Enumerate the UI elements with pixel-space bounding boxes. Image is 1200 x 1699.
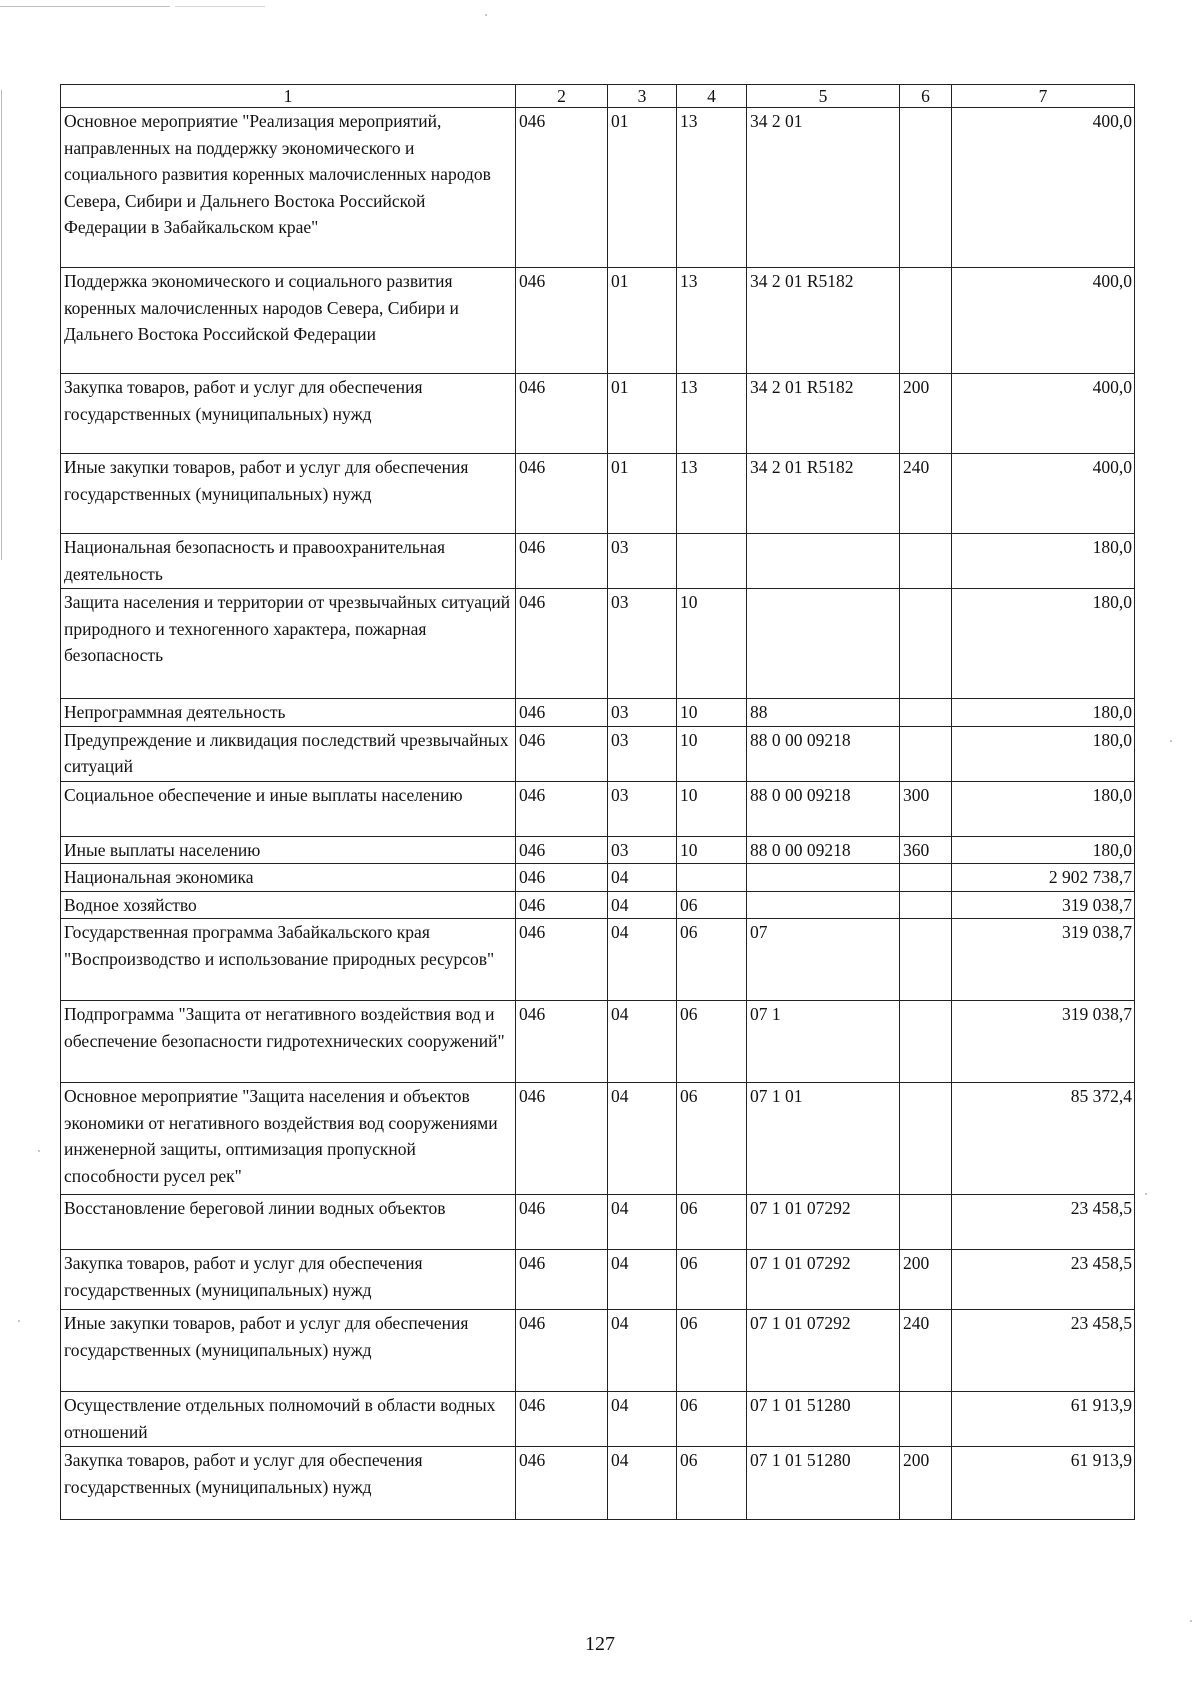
page-number: 127 bbox=[585, 1633, 615, 1655]
table-row bbox=[61, 108, 1135, 268]
expense-type-cell: 300 bbox=[900, 781, 952, 836]
table-row bbox=[61, 534, 1135, 589]
subsection-cell bbox=[677, 864, 747, 892]
section-cell: 03 bbox=[608, 589, 677, 699]
column-header: 2 bbox=[516, 85, 608, 108]
item-name-cell: Иные закупки товаров, работ и услуг для обеспечения государственных (муниципальных) нужд bbox=[61, 454, 516, 534]
subsection-cell: 06 bbox=[677, 1083, 747, 1195]
amount-cell: 61 913,9 bbox=[952, 1392, 1135, 1447]
item-name-cell: Национальная безопасность и правоохранительная деятельность bbox=[61, 534, 516, 589]
table-row bbox=[61, 1392, 1135, 1447]
table-row bbox=[61, 891, 1135, 919]
amount-cell: 319 038,7 bbox=[952, 1001, 1135, 1083]
expense-type-cell bbox=[900, 699, 952, 727]
scan-artifact-dot bbox=[18, 1320, 20, 1322]
target-article-cell: 88 0 00 09218 bbox=[747, 781, 900, 836]
table-row bbox=[61, 1310, 1135, 1392]
ministry-code-cell: 046 bbox=[516, 699, 608, 727]
ministry-code-cell: 046 bbox=[516, 1392, 608, 1447]
ministry-code-cell: 046 bbox=[516, 589, 608, 699]
section-cell: 01 bbox=[608, 108, 677, 268]
scan-artifact-dot bbox=[1170, 740, 1172, 742]
ministry-code-cell: 046 bbox=[516, 781, 608, 836]
column-header: 7 bbox=[952, 85, 1135, 108]
scan-artifact-line bbox=[175, 6, 265, 7]
ministry-code-cell: 046 bbox=[516, 919, 608, 1001]
section-cell: 04 bbox=[608, 1195, 677, 1250]
target-article-cell: 07 1 01 07292 bbox=[747, 1195, 900, 1250]
expense-type-cell bbox=[900, 108, 952, 268]
amount-cell: 319 038,7 bbox=[952, 919, 1135, 1001]
item-name-cell: Иные закупки товаров, работ и услуг для обеспечения государственных (муниципальных) нужд bbox=[61, 1310, 516, 1392]
item-name-cell: Непрограммная деятельность bbox=[61, 699, 516, 727]
section-cell: 01 bbox=[608, 268, 677, 374]
target-article-cell: 07 1 01 07292 bbox=[747, 1310, 900, 1392]
table-row bbox=[61, 919, 1135, 1001]
table-row bbox=[61, 1001, 1135, 1083]
section-cell: 04 bbox=[608, 1083, 677, 1195]
section-cell: 04 bbox=[608, 864, 677, 892]
section-cell: 04 bbox=[608, 891, 677, 919]
target-article-cell bbox=[747, 589, 900, 699]
column-header: 6 bbox=[900, 85, 952, 108]
amount-cell: 85 372,4 bbox=[952, 1083, 1135, 1195]
scan-artifact-line bbox=[0, 6, 170, 7]
amount-cell: 61 913,9 bbox=[952, 1447, 1135, 1520]
subsection-cell: 10 bbox=[677, 589, 747, 699]
scan-artifact-dot bbox=[1190, 1620, 1192, 1622]
section-cell: 04 bbox=[608, 1310, 677, 1392]
section-cell: 03 bbox=[608, 836, 677, 864]
expense-type-cell bbox=[900, 891, 952, 919]
table-header-row bbox=[61, 85, 1135, 108]
ministry-code-cell: 046 bbox=[516, 1001, 608, 1083]
ministry-code-cell: 046 bbox=[516, 836, 608, 864]
subsection-cell: 10 bbox=[677, 836, 747, 864]
amount-cell: 180,0 bbox=[952, 726, 1135, 781]
section-cell: 03 bbox=[608, 699, 677, 727]
target-article-cell bbox=[747, 534, 900, 589]
expense-type-cell bbox=[900, 1195, 952, 1250]
subsection-cell: 06 bbox=[677, 919, 747, 1001]
item-name-cell: Поддержка экономического и социального развития коренных малочисленных народов Севера, Сибири и Дальнего Востока Российской Федерации bbox=[61, 268, 516, 374]
target-article-cell bbox=[747, 864, 900, 892]
section-cell: 04 bbox=[608, 1447, 677, 1520]
subsection-cell bbox=[677, 534, 747, 589]
scan-artifact-dot bbox=[485, 14, 487, 16]
item-name-cell: Иные выплаты населению bbox=[61, 836, 516, 864]
item-name-cell: Закупка товаров, работ и услуг для обеспечения государственных (муниципальных) нужд bbox=[61, 1250, 516, 1310]
item-name-cell: Защита населения и территории от чрезвычайных ситуаций природного и техногенного характера, пожарная безопасность bbox=[61, 589, 516, 699]
target-article-cell: 88 0 00 09218 bbox=[747, 726, 900, 781]
amount-cell: 180,0 bbox=[952, 534, 1135, 589]
expense-type-cell: 240 bbox=[900, 454, 952, 534]
amount-cell: 400,0 bbox=[952, 374, 1135, 454]
expense-type-cell: 200 bbox=[900, 1250, 952, 1310]
section-cell: 04 bbox=[608, 919, 677, 1001]
table-row bbox=[61, 699, 1135, 727]
item-name-cell: Восстановление береговой линии водных объектов bbox=[61, 1195, 516, 1250]
table-row bbox=[61, 268, 1135, 374]
ministry-code-cell: 046 bbox=[516, 374, 608, 454]
subsection-cell: 06 bbox=[677, 1195, 747, 1250]
target-article-cell: 07 1 01 51280 bbox=[747, 1392, 900, 1447]
expense-type-cell bbox=[900, 1392, 952, 1447]
amount-cell: 180,0 bbox=[952, 836, 1135, 864]
table-row bbox=[61, 1083, 1135, 1195]
ministry-code-cell: 046 bbox=[516, 1195, 608, 1250]
expense-type-cell bbox=[900, 1001, 952, 1083]
subsection-cell: 06 bbox=[677, 1310, 747, 1392]
subsection-cell: 06 bbox=[677, 1447, 747, 1520]
table-row bbox=[61, 589, 1135, 699]
scan-artifact-dot bbox=[1145, 1193, 1147, 1195]
amount-cell: 180,0 bbox=[952, 589, 1135, 699]
subsection-cell: 13 bbox=[677, 108, 747, 268]
ministry-code-cell: 046 bbox=[516, 726, 608, 781]
ministry-code-cell: 046 bbox=[516, 108, 608, 268]
expense-type-cell: 200 bbox=[900, 374, 952, 454]
subsection-cell: 13 bbox=[677, 268, 747, 374]
table-row bbox=[61, 726, 1135, 781]
table-row bbox=[61, 374, 1135, 454]
target-article-cell: 88 bbox=[747, 699, 900, 727]
table-row bbox=[61, 836, 1135, 864]
target-article-cell: 07 1 bbox=[747, 1001, 900, 1083]
expense-type-cell bbox=[900, 589, 952, 699]
table-row bbox=[61, 454, 1135, 534]
ministry-code-cell: 046 bbox=[516, 1083, 608, 1195]
table-row bbox=[61, 1250, 1135, 1310]
expense-type-cell bbox=[900, 919, 952, 1001]
amount-cell: 400,0 bbox=[952, 268, 1135, 374]
expense-type-cell bbox=[900, 534, 952, 589]
section-cell: 04 bbox=[608, 1392, 677, 1447]
amount-cell: 23 458,5 bbox=[952, 1310, 1135, 1392]
amount-cell: 319 038,7 bbox=[952, 891, 1135, 919]
ministry-code-cell: 046 bbox=[516, 268, 608, 374]
subsection-cell: 13 bbox=[677, 454, 747, 534]
item-name-cell: Основное мероприятие "Защита населения и объектов экономики от негативного воздействия вод сооружениями инженерной защиты, оптимизация пропускной способности русел рек" bbox=[61, 1083, 516, 1195]
expense-type-cell bbox=[900, 1083, 952, 1195]
item-name-cell: Закупка товаров, работ и услуг для обеспечения государственных (муниципальных) нужд bbox=[61, 1447, 516, 1520]
item-name-cell: Закупка товаров, работ и услуг для обеспечения государственных (муниципальных) нужд bbox=[61, 374, 516, 454]
subsection-cell: 10 bbox=[677, 781, 747, 836]
ministry-code-cell: 046 bbox=[516, 1447, 608, 1520]
column-header: 4 bbox=[677, 85, 747, 108]
expense-type-cell bbox=[900, 268, 952, 374]
subsection-cell: 10 bbox=[677, 726, 747, 781]
table-row bbox=[61, 1447, 1135, 1520]
target-article-cell: 07 1 01 07292 bbox=[747, 1250, 900, 1310]
expense-type-cell: 240 bbox=[900, 1310, 952, 1392]
table-row bbox=[61, 781, 1135, 836]
amount-cell: 180,0 bbox=[952, 781, 1135, 836]
ministry-code-cell: 046 bbox=[516, 454, 608, 534]
subsection-cell: 06 bbox=[677, 891, 747, 919]
target-article-cell: 34 2 01 R5182 bbox=[747, 454, 900, 534]
expense-type-cell bbox=[900, 726, 952, 781]
target-article-cell: 88 0 00 09218 bbox=[747, 836, 900, 864]
column-header: 1 bbox=[61, 85, 516, 108]
column-header: 5 bbox=[747, 85, 900, 108]
expense-type-cell: 200 bbox=[900, 1447, 952, 1520]
table-row bbox=[61, 864, 1135, 892]
item-name-cell: Основное мероприятие "Реализация мероприятий, направленных на поддержку экономического и социального развития коренных малочисленных народов Севера, Сибири и Дальнего Востока Российской Федерации в Забайкальском крае" bbox=[61, 108, 516, 268]
table-row bbox=[61, 1195, 1135, 1250]
target-article-cell: 07 1 01 bbox=[747, 1083, 900, 1195]
target-article-cell: 34 2 01 bbox=[747, 108, 900, 268]
ministry-code-cell: 046 bbox=[516, 534, 608, 589]
subsection-cell: 06 bbox=[677, 1250, 747, 1310]
item-name-cell: Предупреждение и ликвидация последствий чрезвычайных ситуаций bbox=[61, 726, 516, 781]
amount-cell: 400,0 bbox=[952, 454, 1135, 534]
subsection-cell: 06 bbox=[677, 1001, 747, 1083]
ministry-code-cell: 046 bbox=[516, 864, 608, 892]
item-name-cell: Осуществление отдельных полномочий в области водных отношений bbox=[61, 1392, 516, 1447]
subsection-cell: 13 bbox=[677, 374, 747, 454]
item-name-cell: Национальная экономика bbox=[61, 864, 516, 892]
column-header: 3 bbox=[608, 85, 677, 108]
section-cell: 01 bbox=[608, 454, 677, 534]
amount-cell: 180,0 bbox=[952, 699, 1135, 727]
amount-cell: 2 902 738,7 bbox=[952, 864, 1135, 892]
amount-cell: 23 458,5 bbox=[952, 1250, 1135, 1310]
scan-edge-line bbox=[1, 90, 2, 560]
target-article-cell: 34 2 01 R5182 bbox=[747, 374, 900, 454]
section-cell: 04 bbox=[608, 1250, 677, 1310]
item-name-cell: Подпрограмма "Защита от негативного воздействия вод и обеспечение безопасности гидротехнических сооружений" bbox=[61, 1001, 516, 1083]
section-cell: 01 bbox=[608, 374, 677, 454]
expense-type-cell bbox=[900, 864, 952, 892]
ministry-code-cell: 046 bbox=[516, 1250, 608, 1310]
target-article-cell: 34 2 01 R5182 bbox=[747, 268, 900, 374]
item-name-cell: Социальное обеспечение и иные выплаты населению bbox=[61, 781, 516, 836]
ministry-code-cell: 046 bbox=[516, 1310, 608, 1392]
subsection-cell: 10 bbox=[677, 699, 747, 727]
section-cell: 04 bbox=[608, 1001, 677, 1083]
expense-type-cell: 360 bbox=[900, 836, 952, 864]
scan-artifact-dot bbox=[38, 1150, 40, 1152]
section-cell: 03 bbox=[608, 781, 677, 836]
amount-cell: 400,0 bbox=[952, 108, 1135, 268]
budget-table bbox=[60, 84, 1135, 1520]
item-name-cell: Государственная программа Забайкальского края "Воспроизводство и использование природных ресурсов" bbox=[61, 919, 516, 1001]
amount-cell: 23 458,5 bbox=[952, 1195, 1135, 1250]
subsection-cell: 06 bbox=[677, 1392, 747, 1447]
target-article-cell: 07 bbox=[747, 919, 900, 1001]
target-article-cell: 07 1 01 51280 bbox=[747, 1447, 900, 1520]
target-article-cell bbox=[747, 891, 900, 919]
section-cell: 03 bbox=[608, 726, 677, 781]
section-cell: 03 bbox=[608, 534, 677, 589]
item-name-cell: Водное хозяйство bbox=[61, 891, 516, 919]
ministry-code-cell: 046 bbox=[516, 891, 608, 919]
